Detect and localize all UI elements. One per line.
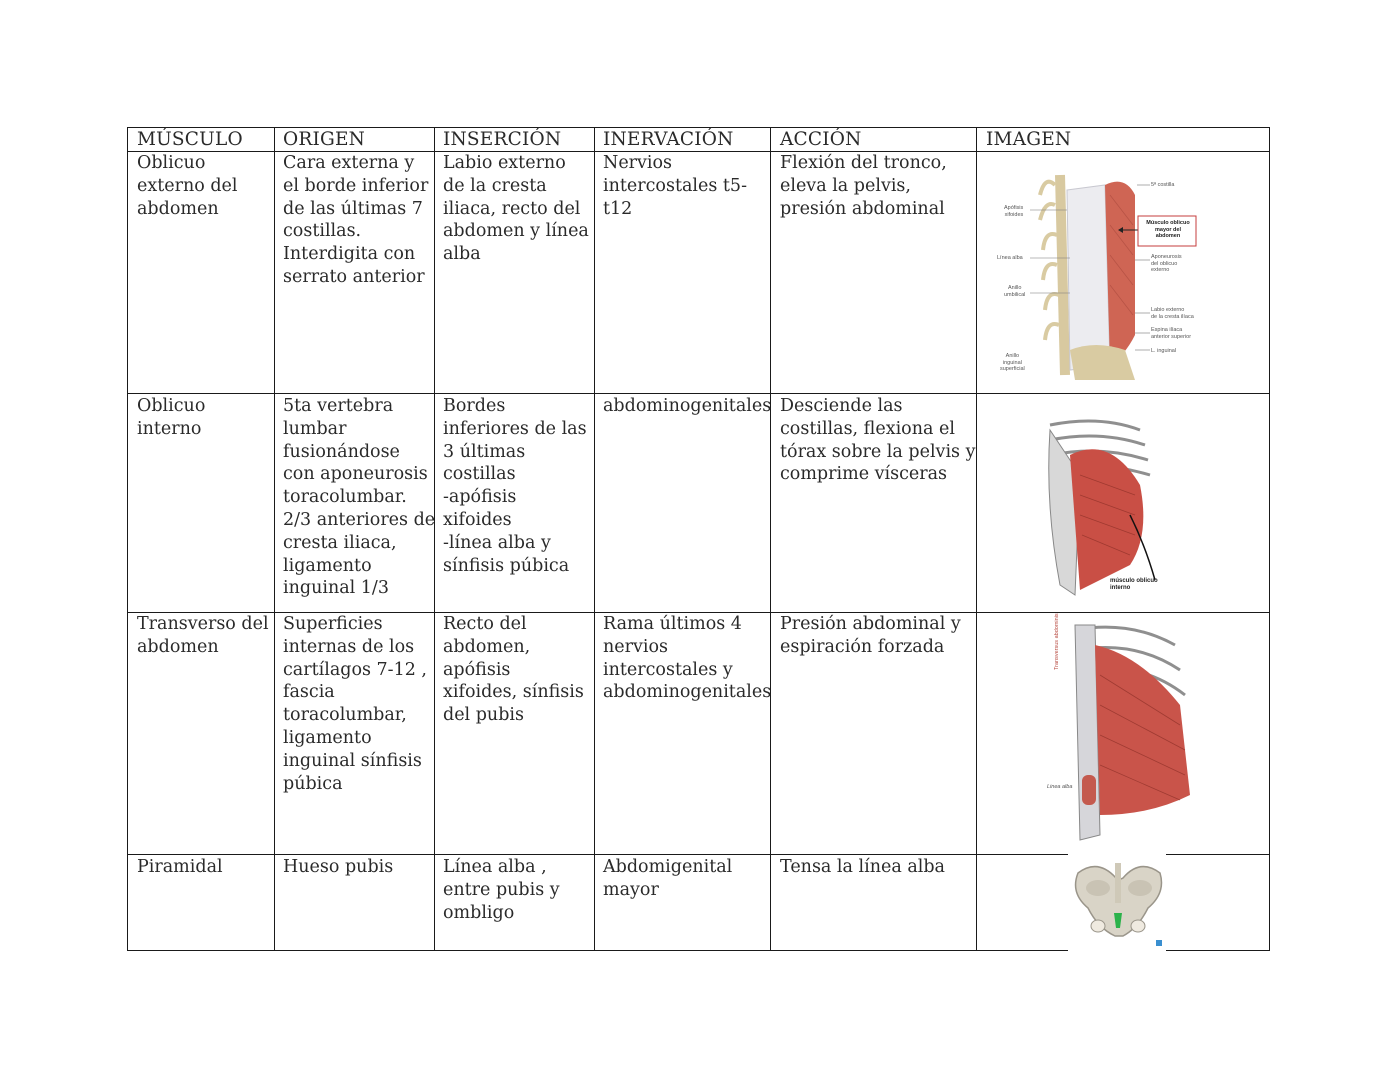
cell-line: Cara externa y: [283, 153, 415, 173]
cell-line: Interdigita con: [283, 244, 416, 265]
transverse-abdominis-illustration: [1040, 615, 1200, 850]
cell-accion: [780, 856, 945, 879]
label-labio: Labio externo de la cresta ilíaca: [1151, 307, 1194, 320]
cell-line: Tensa la línea alba: [780, 857, 945, 877]
cell-origen: [283, 152, 428, 289]
pyramidalis-illustration: [1068, 858, 1168, 948]
cell-insercion: [443, 152, 589, 266]
cell-line: púbica: [283, 773, 343, 794]
cell-line: de la cresta: [443, 175, 547, 196]
cell-insercion: [443, 613, 584, 727]
cell-line: de las últimas 7: [283, 198, 423, 219]
cell-line: ligamento: [283, 727, 372, 748]
col-divider: [274, 128, 275, 950]
cell-line: alba: [443, 244, 481, 265]
cell-line: abdomen: [137, 636, 219, 657]
cell-line: Línea alba ,: [443, 857, 547, 877]
cell-line: xifoides: [443, 509, 512, 530]
cell-line: Oblicuo: [137, 396, 206, 416]
cell-line: con aponeurosis: [283, 464, 428, 485]
cell-line: Nervios: [603, 153, 673, 173]
label-espina: Espina ilíaca anterior superior: [1151, 327, 1192, 340]
cell-line: sínfisis púbica: [443, 555, 570, 576]
cell-origen: [283, 613, 427, 795]
cell-line: Oblicuo: [137, 153, 206, 173]
label-musculo-oblicuo-interno: músculo oblicuo interno: [1110, 578, 1158, 591]
cell-line: Desciende las: [780, 396, 903, 416]
cell-musculo: [137, 613, 269, 659]
col-divider: [594, 128, 595, 950]
cell-line: costillas, flexiona el: [780, 418, 955, 439]
cell-accion: [780, 613, 961, 659]
cell-line: fascia: [283, 682, 335, 703]
header-origen: ORIGEN: [283, 129, 366, 150]
label-inguinal: L. inguinal: [1151, 348, 1177, 354]
cell-line: -apófisis: [443, 487, 517, 508]
cell-inervacion: [603, 856, 732, 902]
cell-line: t12: [603, 198, 633, 219]
cell-accion: [780, 395, 975, 486]
header-imagen: IMAGEN: [986, 129, 1072, 150]
cell-line: Flexión del tronco,: [780, 153, 947, 173]
row-divider: [128, 393, 1269, 394]
label-anillo-inguinal: Anillo inguinal superficial: [1000, 353, 1025, 372]
cell-line: 3 últimas: [443, 441, 526, 462]
label-apofisis: Apófisis xifoides: [1004, 205, 1024, 218]
cell-line: entre pubis y: [443, 879, 560, 900]
cell-musculo: [137, 856, 223, 879]
cell-line: abdominogenitales: [603, 682, 772, 703]
header-musculo: MÚSCULO: [137, 129, 243, 150]
cell-line: nervios: [603, 636, 668, 657]
cell-line: Rama últimos 4: [603, 614, 742, 634]
header-inervacion: INERVACIÓN: [603, 129, 734, 150]
cell-line: intercostales y: [603, 659, 733, 680]
cell-line: Piramidal: [137, 857, 223, 877]
cell-line: mayor: [603, 879, 659, 900]
cell-line: inguinal sínfisis: [283, 750, 422, 771]
cell-line: cresta iliaca,: [283, 532, 397, 553]
cell-line: presión abdominal: [780, 198, 945, 219]
cell-line: xifoides, sínfisis: [443, 682, 584, 703]
cell-line: toracolumbar,: [283, 705, 407, 726]
cell-inervacion: [603, 152, 747, 220]
cell-origen: [283, 395, 435, 600]
cell-line: comprime vísceras: [780, 464, 948, 485]
label-anillo-umbilical: Anillo umbilical: [1004, 285, 1026, 298]
label-musculo-oblicuo: Músculo oblicuo mayor del abdomen: [1146, 220, 1190, 239]
cell-line: cartílagos 7-12 ,: [283, 659, 427, 680]
cell-line: interno: [137, 418, 202, 439]
label-linea-alba: Línea alba: [997, 255, 1023, 261]
cell-line: costillas: [443, 464, 516, 485]
cell-accion: [780, 152, 947, 220]
label-costilla: 5ª costilla: [1151, 182, 1175, 188]
label-linea-alba-3: Linea alba: [1047, 784, 1073, 790]
cell-line: el borde inferior: [283, 175, 429, 196]
cell-line: apófisis: [443, 659, 511, 680]
cell-musculo: [137, 152, 238, 220]
cell-inervacion: [603, 613, 771, 704]
external-oblique-illustration: [985, 165, 1210, 385]
cell-inervacion: [603, 395, 771, 418]
cell-insercion: [443, 856, 560, 924]
cell-line: espiración forzada: [780, 636, 945, 657]
col-divider: [976, 128, 977, 950]
cell-line: toracolumbar.: [283, 487, 407, 508]
cell-line: externo del: [137, 175, 238, 196]
cell-line: inferiores de las: [443, 418, 587, 439]
cell-line: Abdomigenital: [603, 857, 733, 877]
cell-line: Labio externo: [443, 153, 566, 173]
cell-line: fusionándose: [283, 441, 400, 462]
col-divider: [770, 128, 771, 950]
cell-line: abdomen: [137, 198, 219, 219]
cell-line: -línea alba y: [443, 532, 551, 553]
cell-line: tórax sobre la pelvis y: [780, 441, 976, 462]
cell-line: del pubis: [443, 705, 524, 726]
label-transversus-vertical: Transversus abdominis: [1054, 613, 1060, 670]
cell-line: abdomen,: [443, 636, 531, 657]
cell-line: serrato anterior: [283, 266, 425, 287]
cell-line: Hueso pubis: [283, 857, 394, 877]
cell-line: ombligo: [443, 902, 515, 923]
cell-insercion: [443, 395, 587, 577]
header-accion: ACCIÓN: [780, 129, 862, 150]
cell-line: Transverso del: [137, 614, 269, 634]
cell-line: Recto del: [443, 614, 527, 634]
cell-line: 2/3 anteriores de: [283, 509, 436, 530]
label-aponeurosis: Aponeurosis del oblicuo externo: [1151, 254, 1182, 273]
cell-origen: [283, 856, 393, 879]
cell-musculo: [137, 395, 205, 441]
cell-line: eleva la pelvis,: [780, 175, 911, 196]
cell-line: inguinal 1/3: [283, 578, 389, 599]
cell-line: costillas.: [283, 221, 362, 242]
cell-line: abdominogenitales: [603, 396, 772, 416]
header-insercion: INSERCIÓN: [443, 129, 562, 150]
cell-line: Bordes: [443, 396, 506, 416]
internal-oblique-illustration: [1040, 415, 1180, 600]
cell-line: Superficies: [283, 614, 383, 634]
cell-line: ligamento: [283, 555, 372, 576]
cell-line: iliaca, recto del: [443, 198, 581, 219]
cell-line: internas de los: [283, 636, 415, 657]
cell-line: 5ta vertebra: [283, 396, 394, 416]
cell-line: Presión abdominal y: [780, 614, 961, 634]
cell-line: lumbar: [283, 418, 347, 439]
cell-line: intercostales t5-: [603, 175, 747, 196]
cell-line: abdomen y línea: [443, 221, 589, 242]
